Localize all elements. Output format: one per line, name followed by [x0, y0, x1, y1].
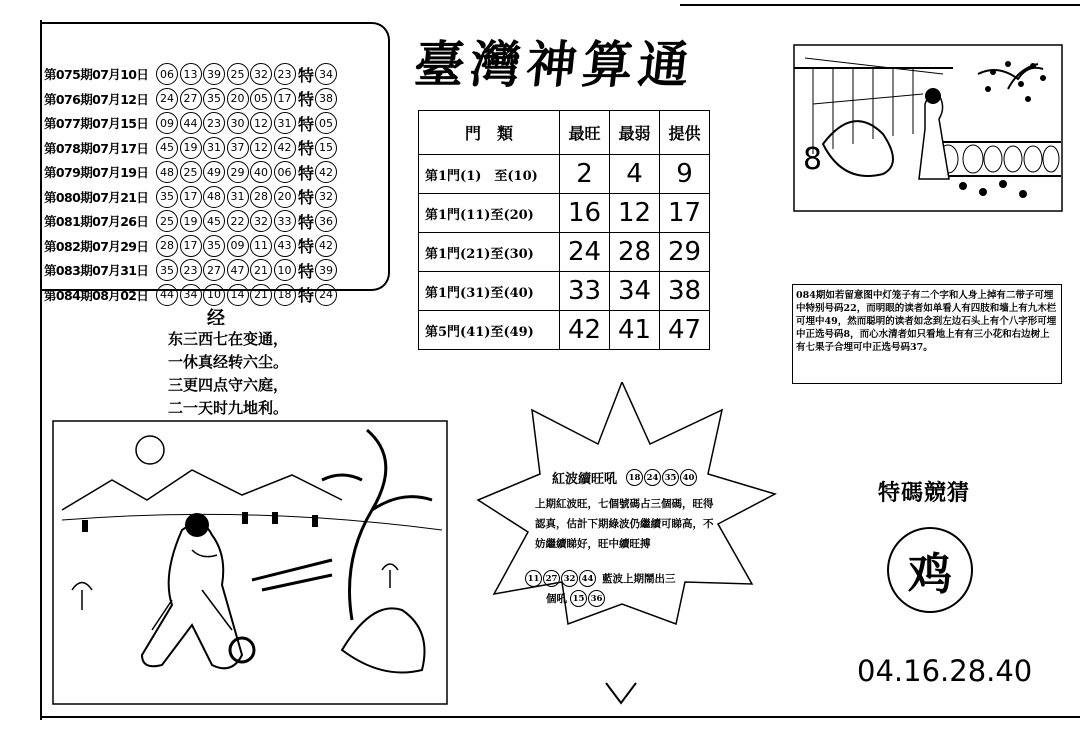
number-ball: 36 [588, 590, 605, 607]
draw-label: 第077期07月15日 [44, 116, 149, 132]
number-ball: 31 [203, 137, 225, 159]
table-value: 34 [610, 272, 660, 311]
red-wave-text: 上期紅波旺，七個號碼占三個碼，旺得認真，估計下期綠波仍繼續可睇高，不妨繼續睇好，旺中續旺搏 [535, 498, 714, 550]
table-value: 33 [560, 272, 610, 311]
poem-line: 三更四点守六庭， [168, 376, 289, 394]
draw-label: 第080期07月21日 [44, 189, 149, 205]
draw-label: 第083期07月31日 [44, 263, 149, 279]
number-ball: 35 [203, 235, 225, 257]
history-row [44, 283, 364, 308]
number-ball: 25 [227, 63, 249, 85]
group-label: 第1門(1) 至(10) [419, 155, 560, 194]
number-ball: 19 [180, 137, 202, 159]
poem-title: 经 [207, 308, 225, 329]
svg-text:8: 8 [803, 142, 823, 177]
table-row [419, 233, 710, 272]
blue-wave-balls [546, 590, 605, 607]
number-ball: 10 [203, 284, 225, 306]
number-ball: 06 [274, 161, 296, 183]
group-label: 第1門(21)至(30) [419, 233, 560, 272]
special-ball: 24 [315, 284, 337, 306]
group-label: 第1門(31)至(40) [419, 272, 560, 311]
chevron-down-icon [603, 680, 639, 706]
number-ball: 11 [250, 235, 272, 257]
number-ball: 24 [644, 469, 661, 486]
number-ball: 23 [274, 63, 296, 85]
number-ball: 47 [227, 259, 249, 281]
red-wave-title: 紅波續旺吼 [552, 472, 618, 487]
number-ball: 32 [561, 570, 578, 587]
number-ball: 40 [250, 161, 272, 183]
number-ball: 27 [203, 259, 225, 281]
number-ball: 06 [156, 63, 178, 85]
table-value: 9 [660, 155, 710, 194]
table-header: 最旺 [560, 111, 610, 155]
table-value: 29 [660, 233, 710, 272]
number-ball: 43 [274, 235, 296, 257]
draw-label: 第078期07月17日 [44, 140, 149, 156]
special-label: 特 [298, 65, 315, 85]
number-ball: 44 [180, 112, 202, 134]
special-ball: 36 [315, 210, 337, 232]
special-ball: 38 [315, 88, 337, 110]
table-row [419, 194, 710, 233]
number-ball: 25 [156, 210, 178, 232]
poem [168, 307, 288, 420]
number-ball: 17 [180, 186, 202, 208]
history-row [44, 136, 364, 161]
draw-label: 第079期07月19日 [44, 165, 149, 181]
draw-label: 第082期07月29日 [44, 238, 149, 254]
number-ball: 09 [156, 112, 178, 134]
number-ball: 48 [203, 186, 225, 208]
table-value: 41 [610, 311, 660, 350]
number-ball: 21 [250, 259, 272, 281]
number-ball: 23 [180, 259, 202, 281]
number-ball: 05 [250, 88, 272, 110]
number-ball: 35 [203, 88, 225, 110]
number-ball: 35 [156, 259, 178, 281]
special-label: 特 [298, 114, 315, 134]
table-value: 38 [660, 272, 710, 311]
table-row [419, 311, 710, 350]
red-wave-heading [552, 468, 697, 487]
special-label: 特 [298, 188, 315, 208]
group-label: 第1門(11)至(20) [419, 194, 560, 233]
special-ball: 32 [315, 186, 337, 208]
number-ball: 44 [156, 284, 178, 306]
table-row [419, 272, 710, 311]
history-row [44, 160, 364, 185]
number-ball: 34 [180, 284, 202, 306]
number-ball: 31 [274, 112, 296, 134]
special-label: 特 [298, 139, 315, 159]
history-row [44, 185, 364, 210]
lady-garden-illustration [793, 44, 1063, 212]
history-row [44, 258, 364, 283]
warrior-carrying-illustration [52, 420, 448, 705]
number-ball: 49 [203, 161, 225, 183]
special-label: 特 [298, 261, 315, 281]
table-value: 24 [560, 233, 610, 272]
number-ball: 19 [180, 210, 202, 232]
number-ball: 42 [274, 137, 296, 159]
special-label: 特 [298, 90, 315, 110]
history-row [44, 209, 364, 234]
table-header: 提供 [660, 111, 710, 155]
table-value: 16 [560, 194, 610, 233]
number-ball: 12 [250, 112, 272, 134]
number-ball: 30 [227, 112, 249, 134]
number-ball: 31 [227, 186, 249, 208]
number-ball: 18 [626, 469, 643, 486]
poem-line: 二一天时九地利。 [168, 399, 289, 417]
number-ball: 45 [203, 210, 225, 232]
special-label: 特 [298, 237, 315, 257]
number-ball: 44 [579, 570, 596, 587]
table-value: 17 [660, 194, 710, 233]
special-label: 特 [298, 212, 315, 232]
number-ball: 48 [156, 161, 178, 183]
page-title: 臺灣神算通 [411, 35, 698, 94]
poem-line: 一休真经转六尘。 [168, 353, 289, 371]
special-ball: 39 [315, 259, 337, 281]
number-ball: 20 [274, 186, 296, 208]
number-ball: 29 [227, 161, 249, 183]
history-row [44, 62, 364, 87]
number-ball: 32 [250, 210, 272, 232]
table-value: 12 [610, 194, 660, 233]
number-ball: 35 [662, 469, 679, 486]
special-guess-title: 特碼競猜 [878, 480, 971, 506]
number-ball: 10 [274, 259, 296, 281]
special-ball: 42 [315, 235, 337, 257]
number-ball: 15 [570, 590, 587, 607]
draw-label: 第075期07月10日 [44, 67, 149, 83]
history-row [44, 87, 364, 112]
riddle-note: 084期如若留意图中灯笼子有二个字和人身上掉有二带子可埋中特别号码22，而明眼的读者如单看人有四肢和墙上有九木栏可埋中49，然而聪明的读者如念到左边石头上有个八字形可埋中正选号码8，而心水清者如只看地上有有三小花和右边树上有七果子合埋可中正选号码37。 [796, 290, 1057, 353]
history-row [44, 111, 364, 136]
red-wave-balls [524, 570, 676, 587]
number-ball: 21 [250, 284, 272, 306]
number-ball: 27 [543, 570, 560, 587]
special-ball: 34 [315, 63, 337, 85]
number-ball: 13 [180, 63, 202, 85]
number-ball: 37 [227, 137, 249, 159]
number-ball: 27 [180, 88, 202, 110]
number-ball: 17 [274, 88, 296, 110]
number-ball: 17 [180, 235, 202, 257]
number-ball: 35 [156, 186, 178, 208]
number-ball: 25 [180, 161, 202, 183]
number-ball: 28 [250, 186, 272, 208]
special-ball: 42 [315, 161, 337, 183]
number-ball: 20 [227, 88, 249, 110]
table-row [419, 155, 710, 194]
blue-wave-text: 藍波上期鬧出三 [602, 573, 676, 585]
number-ball: 24 [156, 88, 178, 110]
number-ball: 32 [250, 63, 272, 85]
special-label: 特 [298, 163, 315, 183]
history-row [44, 234, 364, 259]
number-ball: 33 [274, 210, 296, 232]
top-border [680, 0, 1080, 6]
draw-history-list [44, 62, 364, 307]
table-header: 門 類 [419, 111, 560, 155]
special-label: 特 [298, 286, 315, 306]
number-ball: 22 [227, 210, 249, 232]
draw-label: 第081期07月26日 [44, 214, 149, 230]
draw-label: 第084期08月02日 [44, 287, 149, 303]
draw-label: 第076期07月12日 [44, 91, 149, 107]
poem-line: 东三西七在变通， [168, 330, 289, 348]
number-ball: 28 [156, 235, 178, 257]
table-value: 47 [660, 311, 710, 350]
number-ball: 11 [525, 570, 542, 587]
number-ball: 40 [680, 469, 697, 486]
table-value: 42 [560, 311, 610, 350]
group-stats-table [418, 110, 710, 350]
number-ball: 39 [203, 63, 225, 85]
blue-wave-tail: 個吼 [546, 593, 567, 605]
bottom-numbers: 04.16.28.40 [857, 654, 1033, 688]
table-value: 4 [610, 155, 660, 194]
number-ball: 12 [250, 137, 272, 159]
special-ball: 05 [315, 112, 337, 134]
guess-answer: 鸡 [887, 527, 973, 613]
bottom-border [40, 716, 1080, 718]
group-label: 第5門(41)至(49) [419, 311, 560, 350]
special-ball: 15 [315, 137, 337, 159]
number-ball: 18 [274, 284, 296, 306]
table-value: 2 [560, 155, 610, 194]
number-ball: 45 [156, 137, 178, 159]
table-header: 最弱 [610, 111, 660, 155]
table-value: 28 [610, 233, 660, 272]
number-ball: 14 [227, 284, 249, 306]
number-ball: 23 [203, 112, 225, 134]
number-ball: 09 [227, 235, 249, 257]
